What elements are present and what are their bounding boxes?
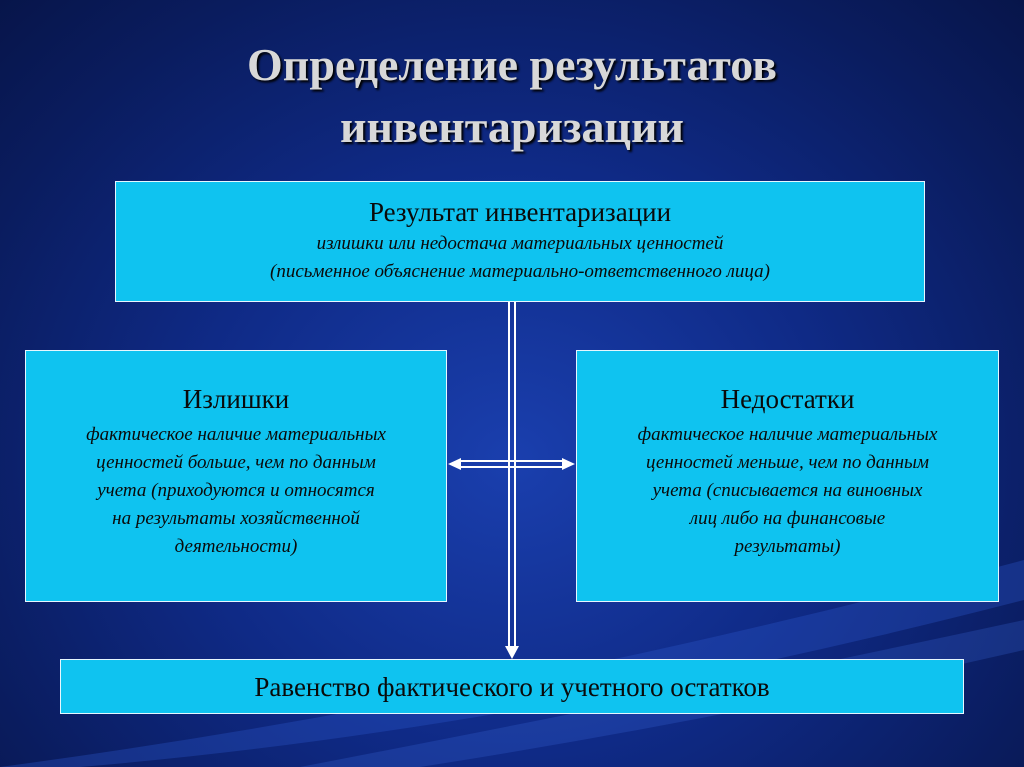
surplus-line: учета (приходуются и относятся [97,480,375,501]
shortage-line: учета (списывается на виновных [652,480,923,501]
surplus-line: ценностей больше, чем по данным [96,452,376,473]
inventory-result-heading: Результат инвентаризации [368,197,672,227]
shortage-line: результаты) [734,536,841,557]
page-title [0,34,1024,158]
surplus-line: на результаты хозяйственной [112,508,360,529]
shortage-box [576,350,999,602]
page-title-line-2: инвентаризации [339,101,684,152]
shortage-line: ценностей меньше, чем по данным [645,452,930,473]
balance-equality-heading: Равенство фактического и учетного остатков [254,672,770,702]
surplus-heading: Излишки [182,384,290,414]
inventory-result-line-1: излишки или недостача материальных ценностей [316,233,724,254]
inventory-result-line-2: (письменное объяснение материально-ответственного лица) [270,261,770,282]
right-arrowhead [562,458,575,470]
surplus-box [25,350,447,602]
surplus-line: фактическое наличие материальных [86,424,386,445]
left-arrowhead [448,458,461,470]
page-title-line-1: Определение результатов [247,39,777,90]
shortage-line: фактическое наличие материальных [637,424,938,445]
surplus-line: деятельности) [174,536,298,557]
inventory-result-box [115,181,925,302]
down-arrowhead [505,646,519,659]
balance-equality-box [60,659,964,714]
shortage-heading: Недостатки [720,384,855,414]
shortage-line: лиц либо на финансовые [689,508,886,529]
